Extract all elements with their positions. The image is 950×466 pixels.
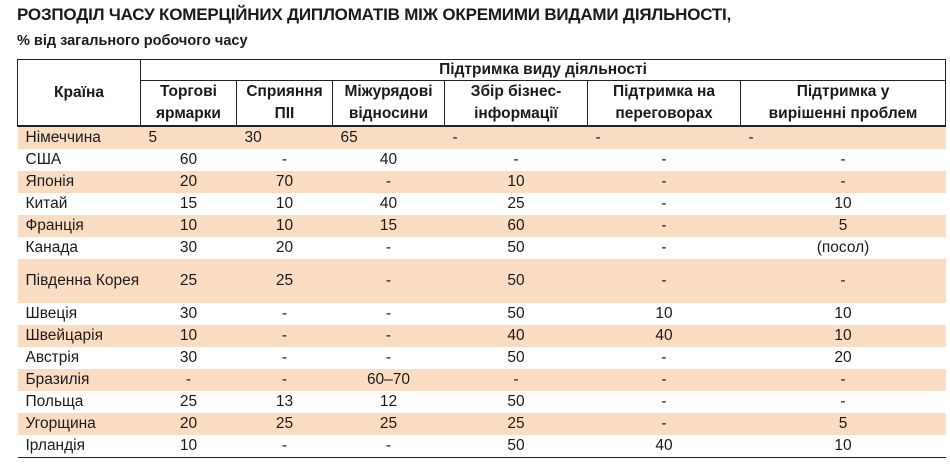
table-row <box>18 435 946 458</box>
header-col-trade-fairs: Торгові ярмарки <box>141 81 237 127</box>
cell: - <box>741 171 946 193</box>
cell: - <box>141 369 237 391</box>
cell: 10 <box>141 325 237 347</box>
table-row <box>18 303 946 325</box>
cell: - <box>281 349 288 366</box>
cell: - <box>588 215 741 237</box>
cell: 13 <box>275 393 294 410</box>
cell: - <box>513 151 519 168</box>
cell: - <box>237 435 333 458</box>
cell: 12 <box>379 393 398 410</box>
header-group: Підтримка виду діяльності <box>141 60 946 81</box>
row-country: Польща <box>25 393 84 410</box>
row-country: Швеція <box>25 305 78 322</box>
cell: 50 <box>507 239 525 256</box>
cell: 40 <box>445 325 588 347</box>
cell: 5 <box>141 126 237 149</box>
cell: 60 <box>445 215 588 237</box>
cell: 60 <box>179 151 198 168</box>
cell: 10 <box>741 435 946 458</box>
cell: - <box>385 349 392 366</box>
row-country: Китай <box>25 195 68 212</box>
page-subtitle: % від загального робочого часу <box>17 33 248 49</box>
cell: 30 <box>179 349 198 366</box>
cell: 5 <box>741 413 946 435</box>
table-row <box>18 325 946 347</box>
cell: 40 <box>588 435 741 458</box>
header-col-business-info: Збір бізнес- інформації <box>445 81 588 127</box>
cell: - <box>333 435 445 458</box>
cell: - <box>840 151 846 168</box>
table-body <box>18 126 946 458</box>
cell: 50 <box>507 393 525 410</box>
cell: 10 <box>275 195 294 212</box>
table-row <box>18 369 946 391</box>
row-country: Бразилія <box>18 369 141 391</box>
cell: - <box>237 325 333 347</box>
cell: 30 <box>237 126 333 149</box>
table-row <box>18 237 946 259</box>
cell: - <box>237 369 333 391</box>
cell: 25 <box>333 413 445 435</box>
cell: 10 <box>141 215 237 237</box>
cell: - <box>661 195 667 212</box>
cell: 30 <box>179 305 198 322</box>
cell: 15 <box>179 195 198 212</box>
cell: - <box>385 305 392 322</box>
table-row <box>18 391 946 413</box>
row-country: Угорщина <box>18 413 141 435</box>
table-row <box>18 347 946 369</box>
cell: 60–70 <box>333 369 445 391</box>
row-country: Канада <box>25 239 78 256</box>
cell: - <box>741 259 946 303</box>
table-row <box>18 149 946 171</box>
header-country: Країна <box>18 60 141 127</box>
data-table <box>17 59 946 458</box>
cell: 40 <box>588 325 741 347</box>
cell: 50 <box>507 349 525 366</box>
header-col-intergov: Міжурядові відносини <box>333 81 445 127</box>
cell: - <box>588 171 741 193</box>
cell: - <box>333 171 445 193</box>
table-row <box>18 193 946 215</box>
table-row <box>18 126 946 149</box>
cell: - <box>661 239 667 256</box>
cell: - <box>661 151 667 168</box>
cell: 10 <box>141 435 237 458</box>
cell: 10 <box>445 171 588 193</box>
cell: - <box>281 305 288 322</box>
cell: 20 <box>141 171 237 193</box>
row-country: Швейцарія <box>18 325 141 347</box>
table-row <box>18 171 946 193</box>
cell: - <box>588 259 741 303</box>
cell: 40 <box>379 151 398 168</box>
cell: - <box>588 413 741 435</box>
cell: - <box>840 393 846 410</box>
cell: 10 <box>834 305 852 322</box>
cell: - <box>333 325 445 347</box>
cell: - <box>661 393 667 410</box>
page-title: РОЗПОДІЛ ЧАСУ КОМЕРЦІЙНИХ ДИПЛОМАТІВ МІЖ ОКРЕМИМИ ВИДАМИ ДІЯЛЬНОСТІ, <box>17 5 732 24</box>
cell: 40 <box>379 195 398 212</box>
row-country: Ірландія <box>18 435 141 458</box>
cell: 70 <box>237 171 333 193</box>
cell: - <box>741 369 946 391</box>
cell: - <box>661 349 667 366</box>
cell: 10 <box>237 215 333 237</box>
cell: 25 <box>179 393 198 410</box>
cell: - <box>445 369 588 391</box>
cell: - <box>445 126 588 149</box>
row-country: Японія <box>18 171 141 193</box>
cell: 65 <box>333 126 445 149</box>
cell: 15 <box>333 215 445 237</box>
cell: - <box>385 239 392 256</box>
cell: 25 <box>507 195 525 212</box>
cell: 20 <box>275 239 294 256</box>
row-country: Німеччина <box>18 126 141 149</box>
cell: 50 <box>445 259 588 303</box>
row-country: Австрія <box>25 349 80 366</box>
cell: 25 <box>445 413 588 435</box>
cell: 25 <box>237 259 333 303</box>
cell: 25 <box>141 259 237 303</box>
cell: - <box>588 369 741 391</box>
table-row <box>18 413 946 435</box>
cell: - <box>741 126 946 149</box>
cell: 20 <box>834 349 852 366</box>
row-country: Франція <box>18 215 141 237</box>
table-header <box>18 60 946 127</box>
row-country: США <box>25 151 62 168</box>
cell: 50 <box>507 305 525 322</box>
cell: 10 <box>741 325 946 347</box>
header-col-negotiations: Підтримка на переговорах <box>588 81 741 127</box>
header-col-fdi: Сприяння ПІІ <box>237 81 333 127</box>
cell: - <box>333 259 445 303</box>
cell: 10 <box>834 195 852 212</box>
table-row <box>18 259 946 303</box>
cell: - <box>281 151 288 168</box>
cell: 10 <box>655 305 673 322</box>
row-country: Південна Корея <box>18 259 141 303</box>
cell: 25 <box>237 413 333 435</box>
cell: (посол) <box>816 239 870 256</box>
cell: 5 <box>741 215 946 237</box>
cell: - <box>588 126 741 149</box>
header-col-problems: Підтримка у вирішенні проблем <box>741 81 946 127</box>
cell: 20 <box>141 413 237 435</box>
cell: 30 <box>179 239 198 256</box>
cell: 50 <box>445 435 588 458</box>
table-row <box>18 215 946 237</box>
